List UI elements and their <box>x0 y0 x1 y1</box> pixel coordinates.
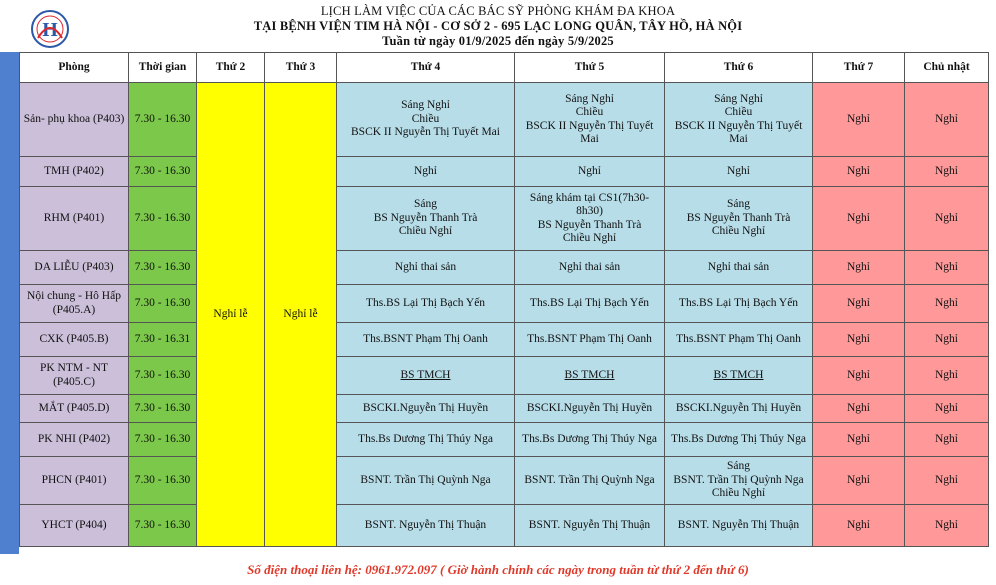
cell-line: Ths.BSNT Phạm Thị Oanh <box>676 332 801 345</box>
schedule-cell <box>515 83 665 157</box>
cell-line: Chiều <box>575 106 604 118</box>
header-week: Tuần từ ngày 01/9/2025 đến ngày 5/9/2025 <box>382 34 614 48</box>
schedule-cell <box>665 285 813 323</box>
column-header: Thứ 3 <box>265 53 337 83</box>
schedule-cell <box>665 323 813 357</box>
table-row <box>20 157 989 187</box>
cell-line: Ths.BS Lại Thị Bạch Yến <box>529 296 650 309</box>
left-sidebar-bar <box>0 52 19 554</box>
table-row <box>20 505 989 547</box>
cell-line: Nghỉ thai sản <box>558 260 621 273</box>
cell-line: Mai <box>580 133 599 145</box>
schedule-cell <box>337 187 515 251</box>
schedule-cell <box>337 323 515 357</box>
schedule-cell <box>515 505 665 547</box>
weekend-cell-cn: Nghỉ <box>905 357 989 395</box>
room-cell: TMH (P402) <box>20 157 129 187</box>
weekend-cell-cn: Nghỉ <box>905 457 989 505</box>
cell-line: BSCKI.Nguyễn Thị Huyền <box>526 401 653 414</box>
table-row <box>20 457 989 505</box>
schedule-cell <box>665 251 813 285</box>
room-cell: Nội chung - Hô Hấp (P405.A) <box>20 285 129 323</box>
room-cell: DA LIỄU (P403) <box>20 251 129 285</box>
cell-line: Chiều Nghỉ <box>562 232 617 244</box>
cell-line: Ths.Bs Dương Thị Thúy Nga <box>522 432 657 445</box>
schedule-cell <box>515 457 665 505</box>
schedule-cell <box>515 285 665 323</box>
room-cell: MẮT (P405.D) <box>20 395 129 423</box>
cell-line: BSCK II Nguyễn Thị Tuyết <box>674 119 803 132</box>
weekend-cell-thu7: Nghỉ <box>813 187 905 251</box>
cell-line: BS Nguyễn Thanh Trà <box>373 211 478 224</box>
room-cell: Sản- phụ khoa (P403) <box>20 83 129 157</box>
schedule-cell <box>337 505 515 547</box>
weekend-cell-thu7: Nghỉ <box>813 423 905 457</box>
weekend-cell-thu7: Nghỉ <box>813 323 905 357</box>
table-row <box>20 323 989 357</box>
cell-line: Mai <box>729 133 748 145</box>
schedule-cell <box>337 285 515 323</box>
room-cell: CXK (P405.B) <box>20 323 129 357</box>
cell-line: BS Nguyễn Thanh Trà <box>686 211 791 224</box>
column-header: Phòng <box>20 53 129 83</box>
table-row <box>20 395 989 423</box>
cell-line: Sáng Nghỉ <box>714 92 763 105</box>
room-cell: RHM (P401) <box>20 187 129 251</box>
cell-line: BS Nguyễn Thanh Trà <box>537 218 642 231</box>
cell-line: BS TMCH <box>713 368 764 381</box>
cell-line: Sáng Nghỉ <box>565 92 614 105</box>
header-row <box>20 53 989 83</box>
cell-line: BSCK II Nguyễn Thị Tuyết Mai <box>351 126 500 139</box>
cell-line: BSNT. Nguyễn Thị Thuận <box>364 518 487 531</box>
cell-line: Ths.BS Lại Thị Bạch Yến <box>678 296 799 309</box>
schedule-cell <box>665 505 813 547</box>
cell-line: Ths.BSNT Phạm Thị Oanh <box>527 332 652 345</box>
cell-line: Nghỉ thai sản <box>394 260 457 273</box>
cell-line: BSNT. Trần Thị Quỳnh Nga <box>673 473 804 486</box>
weekend-cell-cn: Nghỉ <box>905 285 989 323</box>
cell-line: Ths.BSNT Phạm Thị Oanh <box>363 332 488 345</box>
schedule-cell <box>337 357 515 395</box>
schedule-cell <box>337 251 515 285</box>
column-header: Thứ 2 <box>197 53 265 83</box>
weekend-cell-cn: Nghỉ <box>905 323 989 357</box>
time-cell: 7.30 - 16.30 <box>129 187 197 251</box>
schedule-cell <box>515 187 665 251</box>
time-cell: 7.30 - 16.30 <box>129 83 197 157</box>
cell-line: Ths.BS Lại Thị Bạch Yến <box>365 296 486 309</box>
cell-line: BSCKI.Nguyễn Thị Huyền <box>675 401 802 414</box>
room-cell: YHCT (P404) <box>20 505 129 547</box>
cell-line: BSNT. Nguyễn Thị Thuận <box>677 518 800 531</box>
weekend-cell-cn: Nghỉ <box>905 157 989 187</box>
table-row <box>20 285 989 323</box>
holiday-cell-thu2: Nghỉ lễ <box>197 83 265 547</box>
cell-line: Chiều Nghỉ <box>711 225 766 238</box>
time-cell: 7.30 - 16.30 <box>129 457 197 505</box>
weekend-cell-thu7: Nghỉ <box>813 357 905 395</box>
cell-line: BSCK II Nguyễn Thị Tuyết <box>525 119 654 132</box>
table-row <box>20 423 989 457</box>
weekend-cell-thu7: Nghỉ <box>813 505 905 547</box>
weekend-cell-cn: Nghỉ <box>905 395 989 423</box>
column-header: Thời gian <box>129 53 197 83</box>
cell-line: Sáng khám tại CS1(7h30- <box>529 191 650 204</box>
cell-line: Ths.Bs Dương Thị Thúy Nga <box>671 432 806 445</box>
weekend-cell-thu7: Nghỉ <box>813 251 905 285</box>
holiday-cell-thu3: Nghỉ lễ <box>265 83 337 547</box>
schedule-cell <box>665 157 813 187</box>
schedule-cell <box>337 83 515 157</box>
header-location: TẠI BỆNH VIỆN TIM HÀ NỘI - CƠ SỞ 2 - 695 LẠC LONG QUÂN, TÂY HỒ, HÀ NỘI <box>253 19 743 33</box>
schedule-cell <box>515 357 665 395</box>
cell-line: BS TMCH <box>400 368 451 381</box>
cell-line: Chiều <box>411 112 440 125</box>
column-header: Chủ nhật <box>905 53 989 83</box>
table-row <box>20 83 989 157</box>
schedule-cell <box>665 457 813 505</box>
schedule-cell <box>665 395 813 423</box>
schedule-cell <box>337 157 515 187</box>
weekend-cell-thu7: Nghỉ <box>813 157 905 187</box>
cell-line: Nghỉ <box>578 164 601 177</box>
time-cell: 7.30 - 16.31 <box>129 323 197 357</box>
time-cell: 7.30 - 16.30 <box>129 251 197 285</box>
cell-line: Chiều Nghỉ <box>398 225 453 238</box>
cell-line: Sáng <box>414 198 437 211</box>
table-row <box>20 187 989 251</box>
cell-line: Sáng <box>727 198 750 211</box>
weekend-cell-thu7: Nghỉ <box>813 285 905 323</box>
cell-line: Chiều Nghỉ <box>711 487 766 500</box>
page-header <box>0 4 996 49</box>
cell-line: Nghỉ thai sản <box>707 260 770 273</box>
header-title: LỊCH LÀM VIỆC CỦA CÁC BÁC SỸ PHÒNG KHÁM ĐA KHOA <box>320 4 676 18</box>
contact-footer: Số điện thoại liên hệ: 0961.972.097 ( Giờ hành chính các ngày trong tuần từ thứ 2 đến thứ 6) <box>247 562 749 577</box>
time-cell: 7.30 - 16.30 <box>129 285 197 323</box>
cell-line: Sáng <box>727 460 750 473</box>
weekend-cell-cn: Nghỉ <box>905 423 989 457</box>
weekend-cell-cn: Nghỉ <box>905 251 989 285</box>
schedule-cell <box>665 187 813 251</box>
weekend-cell-thu7: Nghỉ <box>813 395 905 423</box>
time-cell: 7.30 - 16.30 <box>129 505 197 547</box>
schedule-cell <box>337 423 515 457</box>
svg-text:H: H <box>42 19 58 41</box>
schedule-cell <box>665 357 813 395</box>
schedule-cell <box>515 323 665 357</box>
schedule-table <box>19 52 989 547</box>
weekend-cell-cn: Nghỉ <box>905 505 989 547</box>
room-cell: PK NHI (P402) <box>20 423 129 457</box>
cell-line: Nghỉ <box>414 164 437 177</box>
time-cell: 7.30 - 16.30 <box>129 423 197 457</box>
cell-line: BS TMCH <box>564 368 615 381</box>
time-cell: 7.30 - 16.30 <box>129 157 197 187</box>
cell-line: BSNT. Nguyễn Thị Thuận <box>528 518 651 531</box>
weekend-cell-thu7: Nghỉ <box>813 83 905 157</box>
weekend-cell-cn: Nghỉ <box>905 187 989 251</box>
cell-line: Sáng Nghỉ <box>401 99 450 112</box>
cell-line: BSNT. Trần Thị Quỳnh Nga <box>360 473 491 486</box>
schedule-cell <box>665 83 813 157</box>
cell-line: 8h30) <box>576 205 603 217</box>
time-cell: 7.30 - 16.30 <box>129 357 197 395</box>
cell-line: BSNT. Trần Thị Quỳnh Nga <box>524 473 655 486</box>
room-cell: PHCN (P401) <box>20 457 129 505</box>
schedule-cell <box>515 395 665 423</box>
schedule-cell <box>665 423 813 457</box>
column-header: Thứ 5 <box>515 53 665 83</box>
column-header: Thứ 7 <box>813 53 905 83</box>
weekend-cell-cn: Nghỉ <box>905 83 989 157</box>
weekend-cell-thu7: Nghỉ <box>813 457 905 505</box>
cell-line: BSCKI.Nguyễn Thị Huyền <box>362 401 489 414</box>
schedule-cell <box>337 457 515 505</box>
column-header: Thứ 6 <box>665 53 813 83</box>
table-row <box>20 251 989 285</box>
schedule-cell <box>515 251 665 285</box>
schedule-cell <box>515 157 665 187</box>
schedule-cell <box>515 423 665 457</box>
column-header: Thứ 4 <box>337 53 515 83</box>
table-row <box>20 357 989 395</box>
room-cell: PK NTM - NT (P405.C) <box>20 357 129 395</box>
cell-line: Chiều <box>724 106 753 118</box>
cell-line: Ths.Bs Dương Thị Thúy Nga <box>358 432 493 445</box>
cell-line: Nghỉ <box>727 164 750 177</box>
schedule-cell <box>337 395 515 423</box>
time-cell: 7.30 - 16.30 <box>129 395 197 423</box>
